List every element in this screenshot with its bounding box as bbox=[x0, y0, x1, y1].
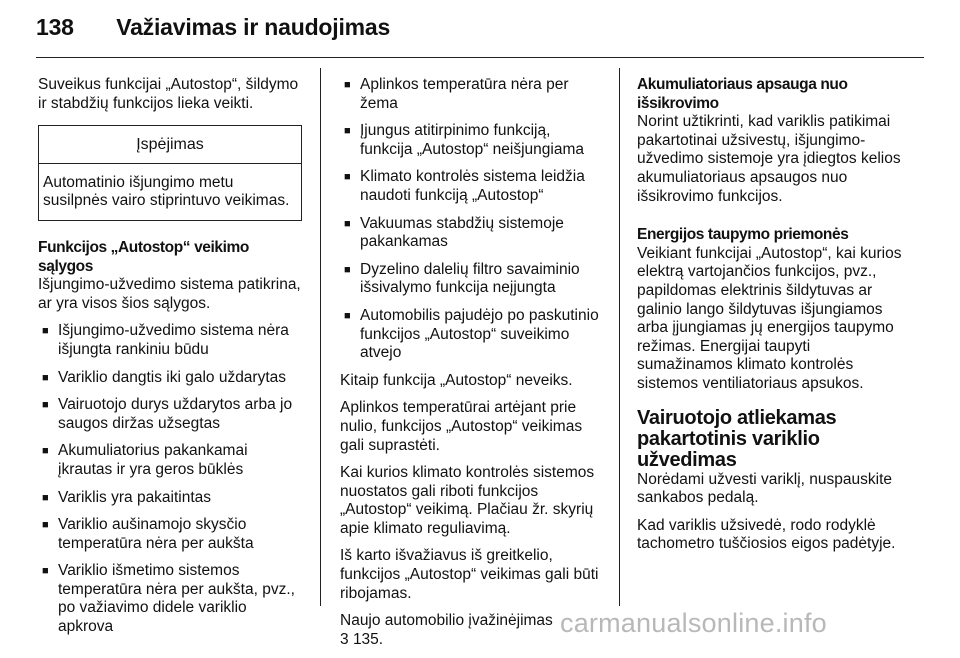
list-item: ■ Dyzelino dalelių filtro savaiminio išsivalymo funkcija neįjungta bbox=[340, 261, 606, 298]
battery-heading: Akumuliatoriaus apsauga nuo išsikrovimo bbox=[637, 76, 848, 112]
warning-title: Įspėjimas bbox=[39, 126, 301, 164]
page-reference-link[interactable] bbox=[340, 631, 383, 648]
reference-arrow-icon: 3 bbox=[340, 630, 349, 648]
restart-heading: Vairuotojo atliekamas pakartotinis variklio užvedimas bbox=[637, 406, 837, 471]
column-divider-2 bbox=[619, 68, 620, 606]
watermark: carmanualsonline.info bbox=[560, 608, 827, 638]
list-item: ■ Variklio išmetimo sistemos temperatūra nėra per aukšta, pvz., po važiavimo didele variklio apkrova bbox=[38, 562, 302, 636]
conditions-intro: Išjungimo-užvedimo sistema patikrina, ar yra visos šios sąlygos. bbox=[38, 276, 301, 312]
page-title: Važiavimas ir naudojimas bbox=[116, 14, 391, 40]
list-item: ■ Akumuliatorius pakankamai įkrautas ir yra geros būklės bbox=[38, 442, 302, 479]
conditions-list-2 bbox=[340, 76, 606, 363]
list-item: ■ Variklio dangtis iki galo uždarytas bbox=[38, 369, 302, 388]
energy-text: Veikiant funkcijai „Autostop“, kai kurios elektrą vartojančios funkcijos, pvz., papildomas elektrinis šildytuvas ar galinio lango šildytuvas išjungiamos arba įjungiamas jų energijos taupymo režimas. Energijai taupyti sumažinamos klimato kontrolės sistemos ventiliatoriaus apsukos. bbox=[637, 244, 902, 392]
energy-heading: Energijos taupymo priemonės bbox=[637, 226, 849, 244]
restart-text-2: Kad variklis užsivedė, rodo rodyklė tachometro tuščiosios eigos padėtyje. bbox=[637, 516, 896, 553]
battery-text: Norint užtikrinti, kad variklis patikimai pakartotinai užsivestų, išjungimo-užvedimo sistemoje yra įdiegtos kelios akumuliatoriaus apsaugos nuo išsikrovimo funkcijos. bbox=[637, 113, 901, 205]
paragraph-otherwise: Kitaip funkcija „Autostop“ neveiks. bbox=[340, 371, 573, 389]
list-item: ■ Įjungus atitirpinimo funkciją, funkcija „Autostop“ neišjungiama bbox=[340, 122, 606, 159]
page-header bbox=[36, 14, 390, 41]
conditions-heading: Funkcijos „Autostop“ veikimo sąlygos bbox=[38, 238, 249, 275]
break-in-text: Naujo automobilio įvažinėjimas bbox=[340, 612, 553, 630]
restart-text-1: Norėdami užvesti variklį, nuspauskite sankabos pedalą. bbox=[637, 470, 892, 507]
conditions-list-1 bbox=[38, 322, 302, 636]
warning-box bbox=[38, 125, 302, 221]
column-1 bbox=[38, 76, 302, 646]
list-item: ■ Vakuumas stabdžių sistemoje pakankamas bbox=[340, 215, 606, 252]
list-item: ■ Variklio aušinamojo skysčio temperatūra nėra per aukšta bbox=[38, 516, 302, 553]
list-item: ■ Vairuotojo durys uždarytos arba jo saugos diržas užsegtas bbox=[38, 396, 302, 433]
paragraph-highway: Iš karto išvažiavus iš greitkelio, funkcijos „Autostop“ veikimas gali būti ribojamas. bbox=[340, 547, 599, 602]
column-3 bbox=[637, 76, 905, 563]
list-item: ■ Variklis yra pakaitintas bbox=[38, 489, 302, 508]
list-item: ■ Aplinkos temperatūra nėra per žema bbox=[340, 76, 606, 113]
warning-text: Automatinio išjungimo metu susilpnės vairo stiprintuvo veikimas. bbox=[43, 173, 290, 210]
paragraph-climate: Kai kurios klimato kontrolės sistemos nuostatos gali riboti funkcijos „Autostop“ veikimą. Plačiau žr. skyrių apie klimato reguliavimą. bbox=[340, 464, 595, 537]
column-divider-1 bbox=[320, 68, 321, 606]
list-item: ■ Išjungimo-užvedimo sistema nėra išjungta rankiniu būdu bbox=[38, 322, 302, 359]
column-2 bbox=[340, 76, 606, 658]
list-item: ■ Klimato kontrolės sistema leidžia naudoti funkciją „Autostop“ bbox=[340, 168, 606, 205]
reference-page: 135. bbox=[352, 630, 384, 648]
page-number: 138 bbox=[36, 14, 74, 40]
header-rule bbox=[36, 57, 924, 58]
intro-paragraph: Suveikus funkcijai „Autostop“, šildymo ir stabdžių funkcijos lieka veikti. bbox=[38, 76, 299, 112]
list-item: ■ Automobilis pajudėjo po paskutinio funkcijos „Autostop“ suveikimo atvejo bbox=[340, 307, 606, 363]
paragraph-temperature: Aplinkos temperatūrai artėjant prie nulio, funkcijos „Autostop“ veikimas gali suprastėti. bbox=[340, 399, 583, 454]
